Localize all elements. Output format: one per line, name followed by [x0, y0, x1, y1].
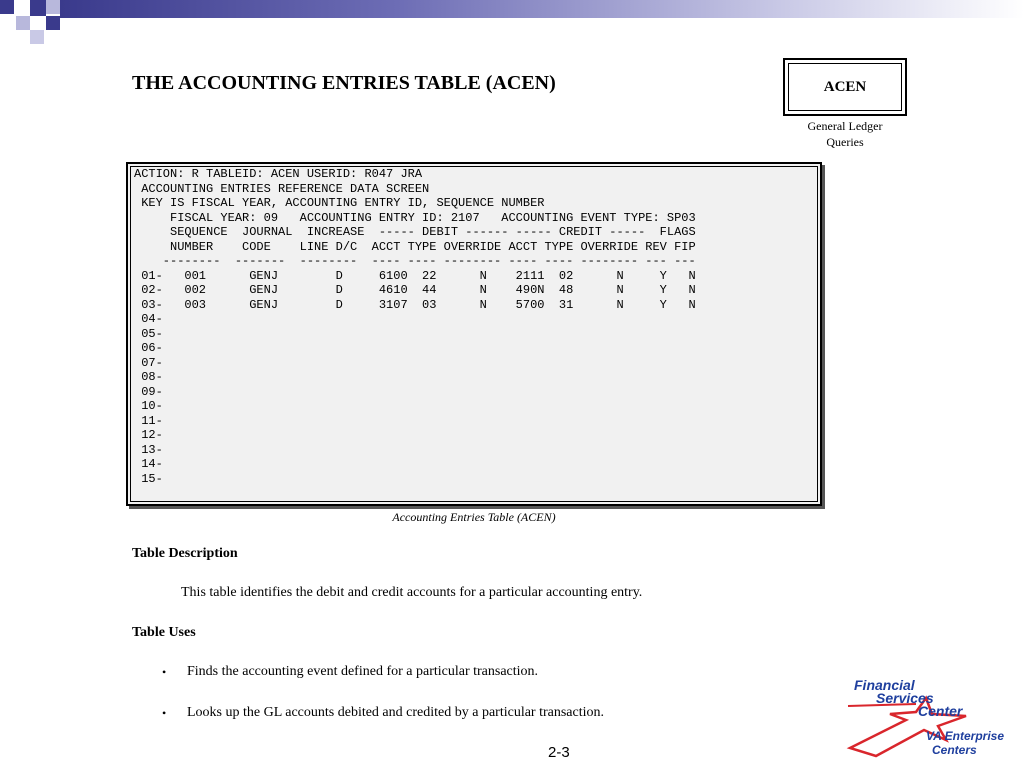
- screen-line: 11-: [134, 413, 163, 428]
- screen-line: 07-: [134, 355, 163, 370]
- logo-line1: Financial: [854, 677, 915, 693]
- logo-line3: Center: [918, 703, 963, 719]
- screen-line: 05-: [134, 326, 163, 341]
- screen-line: KEY IS FISCAL YEAR, ACCOUNTING ENTRY ID, SEQUENCE NUMBER: [134, 196, 545, 210]
- bullet-icon: •: [162, 706, 167, 720]
- screen-line: 04-: [134, 312, 163, 326]
- screen-line: 08-: [134, 370, 163, 384]
- screen-line: -------- ------- -------- ---- ---- -------- ---- ---- -------- --- ---: [134, 254, 696, 268]
- screen-line: NUMBER CODE LINE D/C ACCT TYPE OVERRIDE ACCT TYPE OVERRIDE REV FIP: [134, 239, 696, 254]
- badge-subtitle-line1: General Ledger: [807, 119, 883, 133]
- logo-line4: VA Enterprise: [926, 729, 1005, 743]
- screen-line: 03- 003 GENJ D 3107 03 N 5700 31 N Y N: [134, 297, 696, 312]
- screen-line: 14-: [134, 457, 163, 471]
- screen-line: SEQUENCE JOURNAL INCREASE ----- DEBIT ------ ----- CREDIT ----- FLAGS: [134, 225, 696, 239]
- corner-square-2: [30, 0, 46, 16]
- screen-line: 09-: [134, 384, 163, 399]
- description-text: This table identifies the debit and credit accounts for a particular accounting entry.: [181, 585, 643, 600]
- uses-heading: Table Uses: [132, 625, 196, 640]
- table-code-badge: [783, 58, 907, 116]
- page-number: 2-3: [548, 744, 570, 761]
- corner-square-4: [46, 0, 60, 14]
- screen-line: 01- 001 GENJ D 6100 22 N 2111 02 N Y N: [134, 268, 696, 283]
- screen-line: FISCAL YEAR: 09 ACCOUNTING ENTRY ID: 2107 ACCOUNTING EVENT TYPE: SP03: [134, 210, 696, 225]
- logo-line2: Services: [876, 690, 934, 706]
- screen-line: 13-: [134, 442, 163, 457]
- description-heading: Table Description: [132, 546, 238, 561]
- screen-line: 06-: [134, 341, 163, 355]
- use-item: Finds the accounting event defined for a particular transaction.: [187, 664, 539, 679]
- screen-line: 10-: [134, 399, 163, 413]
- screen-line: ACCOUNTING ENTRIES REFERENCE DATA SCREEN: [134, 181, 430, 196]
- corner-square-1: [0, 0, 14, 14]
- use-item: Looks up the GL accounts debited and credited by a particular transaction.: [187, 705, 604, 720]
- corner-square-6: [30, 30, 44, 44]
- table-code-label: ACEN: [788, 63, 902, 111]
- screen-line: ACTION: R TABLEID: ACEN USERID: R047 JRA: [134, 167, 423, 181]
- header-gradient-bar: [60, 0, 1024, 18]
- screen-line: 02- 002 GENJ D 4610 44 N 490N 48 N Y N: [134, 283, 696, 297]
- corner-square-3: [16, 16, 30, 30]
- page-title: THE ACCOUNTING ENTRIES TABLE (ACEN): [132, 72, 556, 94]
- bullet-icon: •: [162, 665, 167, 679]
- screen-line: 15-: [134, 471, 163, 486]
- financial-services-center-logo: [846, 676, 1018, 764]
- corner-square-5: [46, 16, 60, 30]
- badge-subtitle-line2: Queries: [826, 135, 864, 149]
- screen-line: 12-: [134, 428, 163, 442]
- logo-line5: Centers: [932, 743, 977, 757]
- figure-caption: Accounting Entries Table (ACEN): [392, 510, 556, 524]
- terminal-screen: [126, 162, 822, 506]
- badge-subtitle: [783, 118, 907, 150]
